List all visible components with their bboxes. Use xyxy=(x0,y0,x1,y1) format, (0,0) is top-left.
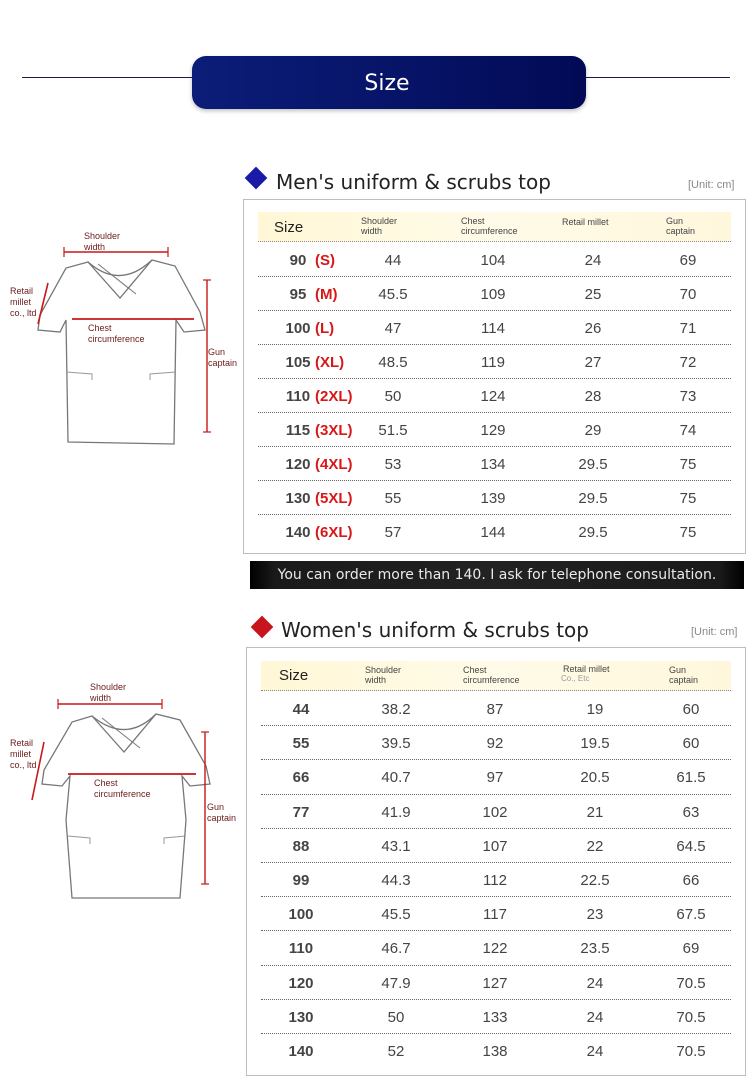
banner-title: Size xyxy=(364,71,410,96)
retail-value: 29.5 xyxy=(578,490,608,507)
gun-value: 69 xyxy=(682,940,700,958)
chest-value: 107 xyxy=(482,837,508,855)
chest-value: 97 xyxy=(486,769,504,787)
chest-value: 114 xyxy=(481,320,505,337)
women-table-row xyxy=(261,863,731,897)
order-notice-bar: You can order more than 140. I ask for telephone consultation. xyxy=(250,561,744,589)
retail-value: 19.5 xyxy=(580,735,610,753)
gun-value: 64.5 xyxy=(676,837,706,855)
retail-value: 20.5 xyxy=(580,769,610,787)
size-value: 105 xyxy=(285,354,311,371)
men-size-table xyxy=(243,199,746,554)
men-header-shoulder: Shoulder width xyxy=(361,216,398,236)
shoulder-value: 45.5 xyxy=(381,906,411,924)
men-table-row xyxy=(258,515,731,549)
gun-value: 73 xyxy=(679,388,697,405)
shoulder-value: 43.1 xyxy=(381,837,411,855)
retail-value: 29.5 xyxy=(578,524,608,541)
women-section-title: Women's uniform & scrubs top xyxy=(281,618,589,642)
shoulder-value: 40.7 xyxy=(381,769,411,787)
shoulder-value: 55 xyxy=(384,490,402,507)
shoulder-value: 39.5 xyxy=(381,735,411,753)
size-value: 110 xyxy=(285,388,311,405)
women-header-chest: Chest circumference xyxy=(463,665,520,685)
header-divider-left xyxy=(22,77,194,78)
chest-value: 92 xyxy=(486,735,504,753)
women-chest-label: Chest circumference xyxy=(94,778,151,799)
men-scrub-top-diagram xyxy=(0,220,245,460)
gun-value: 67.5 xyxy=(676,906,706,924)
shoulder-value: 38.2 xyxy=(381,701,411,718)
retail-value: 28 xyxy=(584,388,602,405)
size-value: 140 xyxy=(288,1043,314,1060)
women-table-row xyxy=(261,1034,731,1068)
size-letter: (3XL) xyxy=(315,422,353,439)
men-table-header xyxy=(258,212,731,242)
men-section-title: Men's uniform & scrubs top xyxy=(276,170,551,194)
shoulder-value: 44 xyxy=(384,252,402,269)
chest-value: 112 xyxy=(483,872,507,889)
women-header-retail: Retail millet xyxy=(563,664,610,674)
chest-value: 139 xyxy=(480,490,506,507)
gun-value: 70.5 xyxy=(676,1043,706,1060)
shoulder-value: 46.7 xyxy=(381,940,411,958)
retail-value: 29 xyxy=(584,422,602,439)
retail-value: 24 xyxy=(586,974,604,992)
chest-value: 109 xyxy=(480,286,506,303)
men-table-row xyxy=(258,413,731,447)
chest-value: 122 xyxy=(482,940,508,958)
men-header-size: Size xyxy=(274,219,304,236)
women-table-row xyxy=(261,726,731,760)
women-header-shoulder: Shoulder width xyxy=(365,665,402,685)
blue-diamond-icon xyxy=(245,167,268,190)
men-table-row xyxy=(258,243,731,277)
chest-value: 144 xyxy=(480,524,506,541)
chest-value: 124 xyxy=(480,388,506,405)
size-letter: (6XL) xyxy=(315,524,353,541)
shoulder-value: 44.3 xyxy=(381,872,411,889)
men-table-row xyxy=(258,447,731,481)
women-table-row xyxy=(261,1000,731,1034)
shoulder-value: 48.5 xyxy=(378,354,408,371)
size-value: 99 xyxy=(292,872,310,889)
size-value: 130 xyxy=(285,490,311,507)
men-table-row xyxy=(258,311,731,345)
gun-value: 72 xyxy=(679,354,697,371)
size-value: 95 xyxy=(289,286,307,303)
retail-value: 24 xyxy=(584,252,602,269)
retail-value: 23.5 xyxy=(580,940,610,958)
chest-value: 87 xyxy=(486,701,504,718)
size-letter: (S) xyxy=(315,252,335,269)
size-value: 88 xyxy=(292,837,310,855)
shoulder-value: 51.5 xyxy=(378,422,408,439)
gun-value: 70.5 xyxy=(676,974,706,992)
retail-value: 26 xyxy=(584,320,602,337)
women-gun-label: Gun captain xyxy=(207,802,237,823)
retail-value: 22.5 xyxy=(580,872,610,889)
retail-value: 22 xyxy=(586,837,604,855)
size-value: 115 xyxy=(285,422,311,439)
size-value: 55 xyxy=(292,735,310,753)
men-header-retail: Retail millet xyxy=(562,217,609,227)
size-value: 120 xyxy=(285,456,311,473)
gun-value: 70 xyxy=(679,286,697,303)
shoulder-value: 57 xyxy=(384,524,402,541)
header-divider-right xyxy=(585,77,730,78)
women-unit-label: [Unit: cm] xyxy=(691,626,738,638)
gun-value: 71 xyxy=(679,320,697,337)
women-table-row xyxy=(261,829,731,863)
women-table-row xyxy=(261,931,731,965)
women-retail-label: Retail millet co., ltd xyxy=(10,738,37,770)
gun-value: 70.5 xyxy=(676,1008,706,1026)
size-value: 120 xyxy=(288,974,314,992)
retail-value: 27 xyxy=(584,354,602,371)
women-scrub-top-diagram xyxy=(0,670,245,910)
size-banner xyxy=(192,56,586,109)
shoulder-value: 41.9 xyxy=(381,803,411,821)
size-letter: (M) xyxy=(315,286,338,303)
women-table-row xyxy=(261,966,731,1000)
shoulder-value: 53 xyxy=(384,456,402,473)
chest-value: 117 xyxy=(483,906,507,924)
size-value: 66 xyxy=(292,769,310,787)
size-value: 130 xyxy=(288,1008,314,1026)
chest-value: 127 xyxy=(482,974,508,992)
women-size-table xyxy=(246,647,746,1076)
gun-value: 75 xyxy=(679,456,697,473)
men-table-row xyxy=(258,379,731,413)
women-table-header xyxy=(261,661,731,691)
gun-value: 66 xyxy=(682,872,700,889)
women-shoulder-label: Shoulder width xyxy=(90,682,127,703)
chest-value: 104 xyxy=(480,252,506,269)
shoulder-value: 50 xyxy=(387,1008,405,1026)
chest-value: 102 xyxy=(482,803,508,821)
chest-value: 119 xyxy=(481,354,505,371)
men-table-row xyxy=(258,481,731,515)
men-gun-label: Gun captain xyxy=(208,347,238,368)
women-table-row xyxy=(261,692,731,726)
men-retail-label: Retail millet co., ltd xyxy=(10,286,37,318)
men-unit-label: [Unit: cm] xyxy=(688,179,735,191)
shoulder-value: 45.5 xyxy=(378,286,408,303)
retail-value: 25 xyxy=(584,286,602,303)
size-value: 100 xyxy=(288,906,314,924)
retail-value: 24 xyxy=(586,1043,604,1060)
gun-value: 60 xyxy=(682,735,700,753)
red-diamond-icon xyxy=(251,616,274,639)
shoulder-value: 50 xyxy=(384,388,402,405)
men-chest-label: Chest circumference xyxy=(88,323,145,344)
chest-value: 134 xyxy=(480,456,506,473)
women-table-row xyxy=(261,897,731,931)
gun-value: 75 xyxy=(679,524,697,541)
size-letter: (2XL) xyxy=(315,388,353,405)
shoulder-value: 47 xyxy=(384,320,402,337)
size-value: 44 xyxy=(292,701,310,718)
gun-value: 61.5 xyxy=(676,769,706,787)
chest-value: 138 xyxy=(482,1043,508,1060)
gun-value: 69 xyxy=(679,252,697,269)
chest-value: 133 xyxy=(482,1008,508,1026)
retail-value: 21 xyxy=(586,803,604,821)
size-letter: (L) xyxy=(315,320,335,337)
retail-value: 29.5 xyxy=(578,456,608,473)
gun-value: 74 xyxy=(679,422,697,439)
size-value: 140 xyxy=(285,524,311,541)
women-header-size: Size xyxy=(279,667,309,684)
women-header-retail-sub: Co., Etc xyxy=(561,674,590,683)
size-value: 110 xyxy=(288,940,314,958)
men-shoulder-label: Shoulder width xyxy=(84,231,121,252)
women-table-row xyxy=(261,760,731,794)
size-letter: (4XL) xyxy=(315,456,353,473)
gun-value: 60 xyxy=(682,701,700,718)
retail-value: 24 xyxy=(586,1008,604,1026)
shoulder-value: 52 xyxy=(387,1043,405,1060)
gun-value: 75 xyxy=(679,490,697,507)
men-header-chest: Chest circumference xyxy=(461,216,518,236)
chest-value: 129 xyxy=(480,422,506,439)
women-table-row xyxy=(261,795,731,829)
men-table-row xyxy=(258,277,731,311)
retail-value: 23 xyxy=(586,906,604,924)
size-value: 77 xyxy=(292,803,310,821)
women-header-gun: Gun captain xyxy=(669,665,699,685)
shoulder-value: 47.9 xyxy=(381,974,411,992)
men-table-row xyxy=(258,345,731,379)
size-letter: (5XL) xyxy=(315,490,353,507)
size-value: 90 xyxy=(289,252,307,269)
retail-value: 19 xyxy=(586,701,604,718)
size-value: 100 xyxy=(285,320,311,337)
men-header-gun: Gun captain xyxy=(666,216,696,236)
gun-value: 63 xyxy=(682,803,700,821)
size-letter: (XL) xyxy=(315,354,345,371)
